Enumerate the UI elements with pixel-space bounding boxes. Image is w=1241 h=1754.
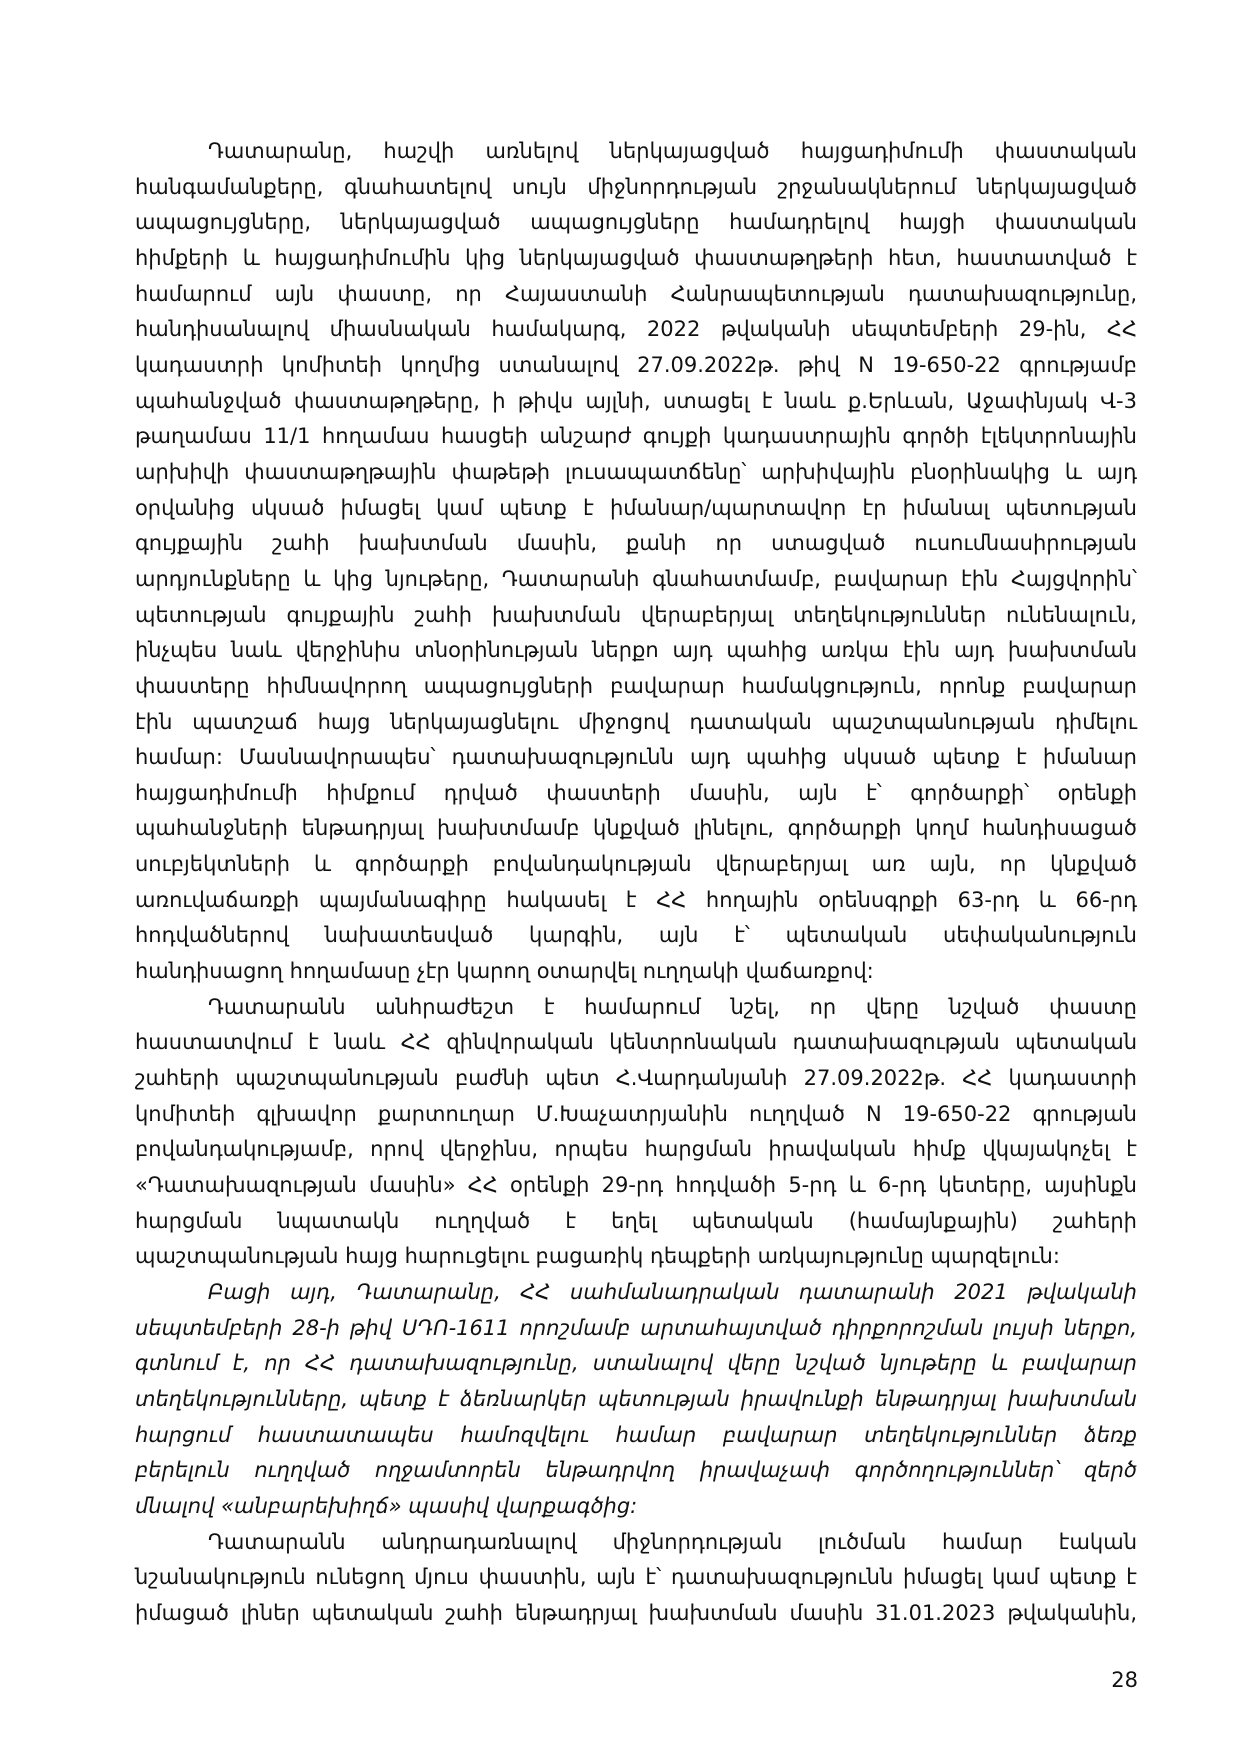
text-line: ապացույցները, ներկայացված ապացույցները համադրելով հայցի փաստական (135, 210, 1137, 235)
text-line: առուվաճառքի պայմանագիրը հակասել է ՀՀ հողային օրենսգրքի 63-րդ և 66-րդ (135, 887, 1137, 912)
text-line: հանդիսանալով միասնական համակարգ, 2022 թվականի սեպտեմբերի 29-ին, ՀՀ (135, 317, 1137, 342)
paragraph (135, 134, 1137, 990)
text-line: գույքային շահի խախտման մասին, քանի որ ստացված ուսումնասիրության (135, 531, 1137, 556)
text-line: բերելուն ուղղված ողջամտորեն ենթադրվող իրավաչափ գործողություններ՝ զերծ (135, 1458, 1137, 1483)
text-line: հայցադիմումի հիմքում դրված փաստերի մասին, այն է՝ գործարքի՝ օրենքի (135, 780, 1137, 805)
text-line: հարցման նպատակն ուղղված է եղել պետական (համայնքային) շահերի (135, 1208, 1137, 1233)
text-line: սեպտեմբերի 28-ի թիվ ՍԴՈ-1611 որոշմամբ արտահայտված դիրքորոշման լույսի ներքո, (135, 1315, 1137, 1340)
text-line: հիմքերի և հայցադիմումին կից ներկայացված փաստաթղթերի հետ, հաստատված է (135, 245, 1137, 270)
page-number: 28 (1111, 1668, 1138, 1692)
text-line: նշանակություն ունեցող մյուս փաստին, այն է՝ դատախազությունն իմացել կամ պետք է (135, 1565, 1137, 1590)
text-line: «Դատախազության մասին» ՀՀ օրենքի 29-րդ հոդվածի 5-րդ և 6-րդ կետերը, այսինքն (135, 1173, 1137, 1198)
text-line: օրվանից սկսած իմացել կամ պետք է իմանար/պարտավոր էր իմանալ պետության (135, 495, 1137, 520)
text-line: Բացի այդ, Դատարանը, ՀՀ սահմանադրական դատարանի 2021 թվականի (208, 1280, 1137, 1304)
text-line: պահանջների ենթադրյալ խախտմամբ կնքված լինելու, գործարքի կողմ հանդիսացած (135, 816, 1137, 841)
text-line: հոդվածներով նախատեսված կարգին, այն է՝ պետական սեփականություն (135, 923, 1137, 948)
text-line: սուբյեկտների և գործարքի բովանդակության վերաբերյալ առ այն, որ կնքված (135, 852, 1137, 877)
text-line: հանդիսացող հողամասը չէր կարող օտարվել ուղղակի վաճառքով: (135, 959, 874, 984)
text-line: կոմիտեի գլխավոր քարտուղար Մ.Խաչատրյանին ուղղված N 19-650-22 գրության (135, 1101, 1137, 1126)
text-line: Դատարանը, հաշվի առնելով ներկայացված հայցադիմումի փաստական (208, 139, 1137, 163)
text-line: Դատարանն անդրադառնալով միջնորդության լուծման համար էական (208, 1529, 1137, 1554)
text-line: պետության գույքային շահի խախտման վերաբերյալ տեղեկություններ ունենալուն, (135, 602, 1137, 627)
body-text (135, 134, 1137, 1632)
text-line: հանգամանքերը, գնահատելով սույն միջնորդության շրջանակներում ներկայացված (135, 174, 1137, 199)
text-line: համարում այն փաստը, որ Հայաստանի Հանրապետության դատախազությունը, (135, 281, 1137, 306)
text-line: պաշտպանության հայց հարուցելու բացառիկ դեպքերի առկայությունը պարզելուն: (135, 1244, 1060, 1269)
italic-paragraph (135, 1275, 1137, 1525)
text-line: արխիվի փաստաթղթային փաթեթի լուսապատճենը՝ արխիվային բնօրինակից և այդ (135, 459, 1137, 484)
text-line: շահերի պաշտպանության բաժնի պետ Հ.Վարդանյանի 27.09.2022թ. ՀՀ կադաստրի (135, 1066, 1137, 1091)
text-line: կադաստրի կոմիտեի կողմից ստանալով 27.09.2022թ. թիվ N 19-650-22 գրությամբ (135, 352, 1137, 377)
text-line: էին պատշաճ հայց ներկայացնելու միջոցով դատական պաշտպանության դիմելու (135, 709, 1137, 734)
text-line: արդյունքները և կից նյութերը, Դատարանի գնահատմամբ, բավարար էին Հայցվորին՝ (135, 566, 1137, 591)
text-line: համար: Մասնավորապես՝ դատախազությունն այդ պահից սկսած պետք է իմանար (135, 745, 1137, 770)
text-line: ինչպես նաև վերջինիս տնօրինության ներքո այդ պահից առկա էին այդ խախտման (135, 638, 1137, 663)
text-line: իմացած լիներ պետական շահի ենթադրյալ խախտման մասին 31.01.2023 թվականին, (135, 1600, 1137, 1625)
text-line: բովանդակությամբ, որով վերջինս, որպես հարցման իրավական հիմք վկայակոչել է (135, 1137, 1137, 1162)
text-line: տեղեկությունները, պետք է ձեռնարկեր պետության իրավունքի ենթադրյալ խախտման (135, 1386, 1137, 1411)
text-line: հարցում հաստատապես համոզվելու համար բավարար տեղեկություններ ձեռք (135, 1422, 1137, 1447)
text-line: փաստերը հիմնավորող ապացույցների բավարար համակցություն, որոնք բավարար (135, 673, 1137, 698)
text-line: պահանջված փաստաթղթերը, ի թիվս այլնի, ստացել է նաև ք.Երևան, Աջափնյակ Վ-3 (135, 388, 1137, 413)
paragraph (135, 990, 1137, 1275)
text-line: թաղամաս 11/1 հողամաս հասցեի անշարժ գույքի կադաստրային գործի էլեկտրոնային (135, 424, 1137, 449)
paragraph (135, 1525, 1137, 1632)
text-line: գտնում է, որ ՀՀ դատախազությունը, ստանալով վերը նշված նյութերը և բավարար (135, 1351, 1137, 1376)
text-line: հաստատվում է նաև ՀՀ զինվորական կենտրոնական դատախազության պետական (135, 1030, 1137, 1055)
text-line: մնալով «անբարեխիղճ» պասիվ վարքագծից: (135, 1493, 638, 1518)
text-line: Դատարանն անհրաժեշտ է համարում նշել, որ վերը նշված փաստը (208, 994, 1137, 1019)
